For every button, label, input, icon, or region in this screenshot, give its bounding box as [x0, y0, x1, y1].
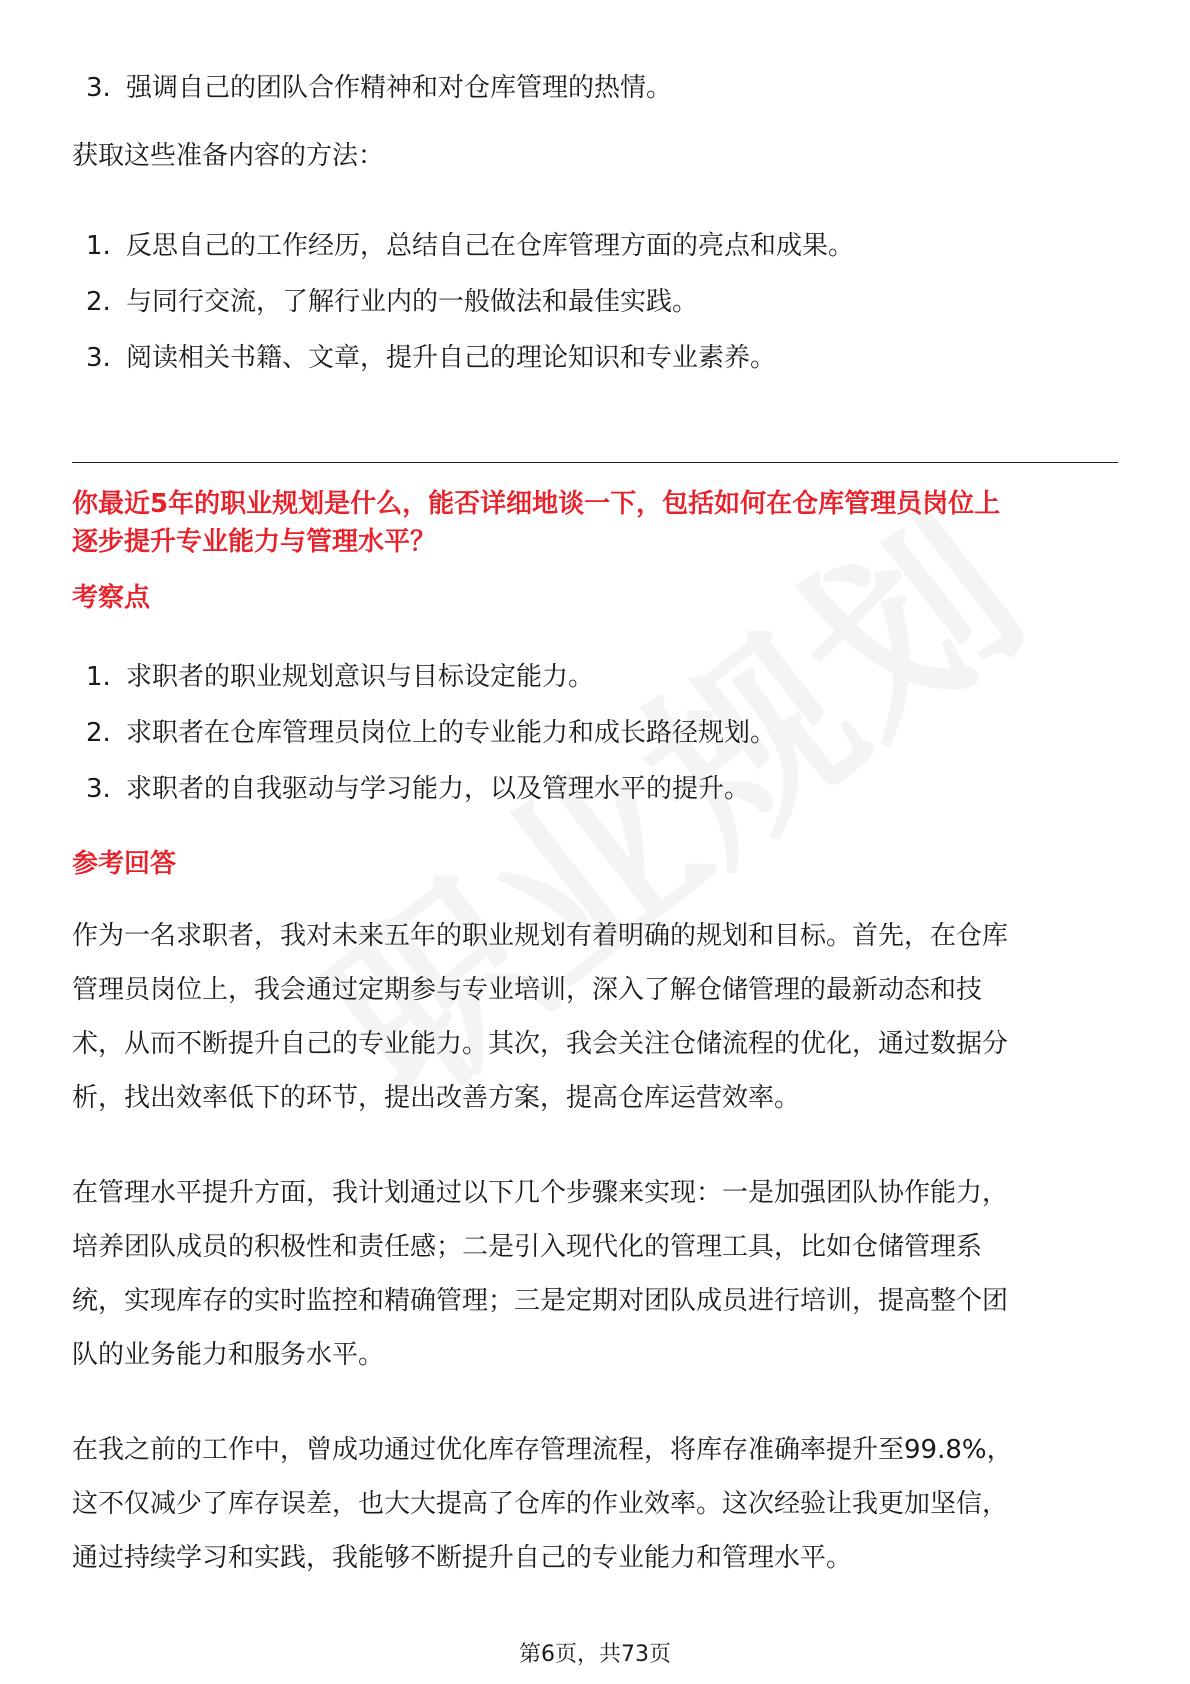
answer-paragraph: 作为一名求职者，我对未来五年的职业规划有着明确的规划和目标。首先，在仓库 管理员岗位上，我会通过定期参与专业培训，深入了解仓储管理的最新动态和技 术，从而不断提升自己的专业能力。其次，我会关注仓储流程的优化，通过数据分 析，找出效率低下的环节，提出改善方案，提高仓库运营效率。 — [72, 921, 1009, 1113]
answer-paragraph: 在管理水平提升方面，我计划通过以下几个步骤来实现：一是加强团队协作能力， 培养团队成员的积极性和责任感；二是引入现代化的管理工具，比如仓储管理系 统，实现库存的实时监控和精确管理；三是定期对团队成员进行培训，提高整个团 队的业务能力和服务水平。 — [72, 1178, 1009, 1370]
methods-list — [72, 229, 1118, 375]
list-item: 3. 阅读相关书籍、文章，提升自己的理论知识和专业素养。 — [86, 343, 777, 373]
watermark — [147, 321, 1190, 1300]
list-item: 3. 求职者的自我驱动与学习能力，以及管理水平的提升。 — [86, 774, 751, 804]
focus-list — [72, 660, 1118, 806]
list-item: 2. 求职者在仓库管理员岗位上的专业能力和成长路径规划。 — [86, 718, 777, 748]
question-line: 你最近5年的职业规划是什么，能否详细地谈一下，包括如何在仓库管理员岗位上 — [72, 489, 1001, 519]
page-footer: 第6页，共73页 — [519, 1642, 671, 1667]
list-item: 1. 求职者的职业规划意识与目标设定能力。 — [86, 662, 595, 692]
answer-heading: 参考回答 — [72, 849, 177, 879]
prev-list — [72, 71, 1118, 105]
focus-heading: 考察点 — [72, 583, 151, 613]
list-item: 3. 强调自己的团队合作精神和对仓库管理的热情。 — [86, 73, 673, 103]
list-item: 2. 与同行交流，了解行业内的一般做法和最佳实践。 — [86, 287, 699, 317]
methods-intro: 获取这些准备内容的方法： — [72, 141, 385, 171]
question — [72, 485, 1118, 561]
answer-paragraph: 在我之前的工作中，曾成功通过优化库存管理流程，将库存准确率提升至99.8%， 这不仅减少了库存误差，也大大提高了仓库的作业效率。这次经验让我更加坚信， 通过持续学习和实践，我能够不断提升自己的专业能力和管理水平。 — [72, 1435, 1013, 1573]
question-line: 逐步提升专业能力与管理水平？ — [72, 527, 437, 557]
section-divider — [72, 462, 1118, 463]
list-item: 1. 反思自己的工作经历，总结自己在仓库管理方面的亮点和成果。 — [86, 231, 855, 261]
